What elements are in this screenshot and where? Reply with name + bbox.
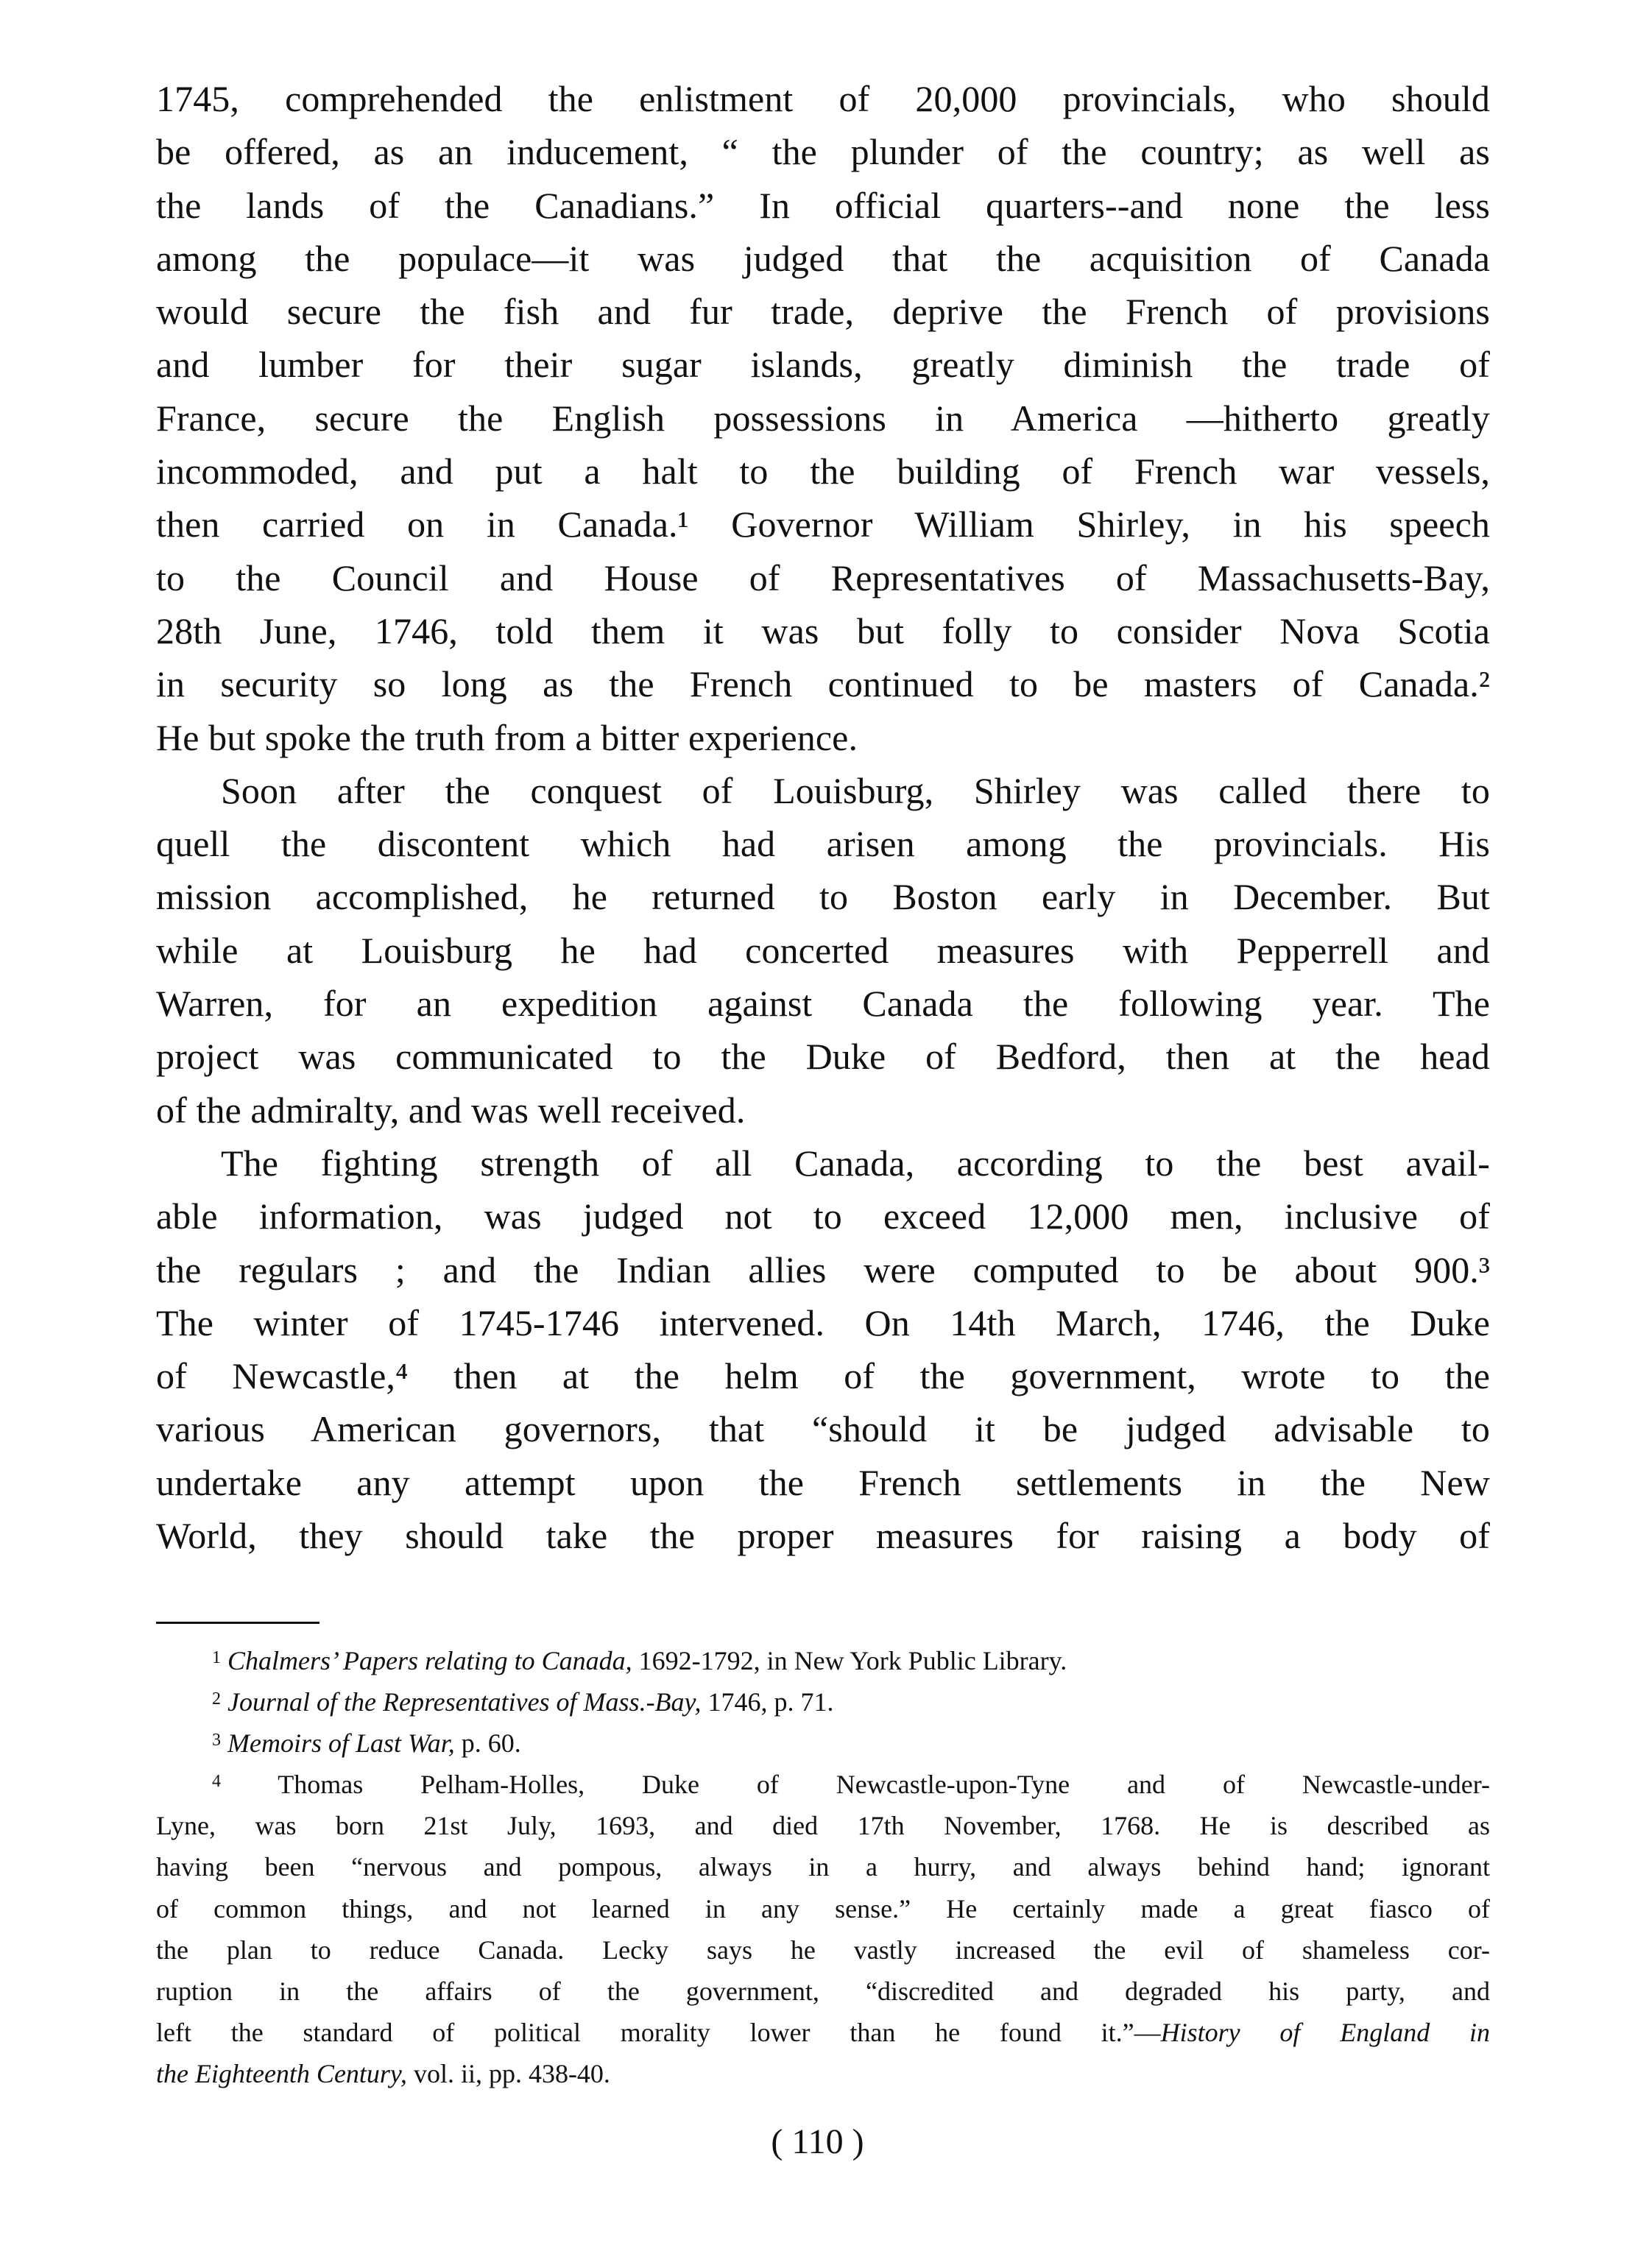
footnote-rule bbox=[156, 1622, 319, 1624]
body-line: 28th June, 1746, told them it was but folly to consider Nova Scotia bbox=[156, 610, 1490, 651]
footnote-line bbox=[156, 2053, 1490, 2094]
footnote-number: 1 bbox=[212, 1648, 221, 1667]
footnote-text: vol. ii, pp. 438-40. bbox=[406, 2058, 610, 2088]
footnote-number: 4 bbox=[212, 1772, 221, 1792]
footnote-line bbox=[156, 1640, 1490, 1681]
footnote-line bbox=[156, 1888, 1490, 1929]
footnote-text: left the standard of political morality lower than he found it.”— bbox=[156, 2017, 1161, 2047]
body-line: of Newcastle,⁴ then at the helm of the government, wrote to the bbox=[156, 1355, 1490, 1397]
body-line: Warren, for an expedition against Canada the following year. The bbox=[156, 983, 1490, 1025]
body-line: 1745, comprehended the enlistment of 20,000 provincials, who should bbox=[156, 78, 1490, 119]
body-line: He but spoke the truth from a bitter experience. bbox=[156, 716, 858, 758]
footnote-text: Lyne, was born 21st July, 1693, and died 17th November, 1768. He is described as bbox=[156, 1811, 1490, 1841]
footnote-text: the plan to reduce Canada. Lecky says he vastly increased the evil of shameless cor- bbox=[156, 1935, 1490, 1965]
body-line: then carried on in Canada.¹ Governor William Shirley, in his speech bbox=[156, 504, 1490, 545]
body-line: World, they should take the proper measures for raising a body of bbox=[156, 1515, 1490, 1557]
body-text bbox=[156, 72, 1490, 1562]
footnote-text: ruption in the affairs of the government, “discredited and degraded his party, and bbox=[156, 1976, 1490, 2006]
body-line: and lumber for their sugar islands, greatly diminish the trade of bbox=[156, 344, 1490, 386]
footnote-line bbox=[156, 1971, 1490, 2012]
body-line: project was communicated to the Duke of Bedford, then at the head bbox=[156, 1036, 1490, 1078]
footnote-text: p. 60. bbox=[454, 1728, 521, 1759]
body-line: The fighting strength of all Canada, according to the best avail- bbox=[221, 1142, 1490, 1184]
body-line: Soon after the conquest of Louisburg, Shirley was called there to bbox=[221, 769, 1490, 811]
body-line: of the admiralty, and was well received. bbox=[156, 1089, 746, 1131]
body-line: The winter of 1745-1746 intervened. On 14th March, 1746, the Duke bbox=[156, 1301, 1490, 1343]
body-line: among the populace—it was judged that the acquisition of Canada bbox=[156, 237, 1490, 279]
body-line: while at Louisburg he had concerted measures with Pepperrell and bbox=[156, 929, 1490, 971]
body-line: France, secure the English possessions in America —hitherto greatly bbox=[156, 397, 1490, 439]
footnote-line bbox=[156, 2012, 1490, 2053]
footnote-text: Thomas Pelham-Holles, Duke of Newcastle-upon-Tyne and of Newcastle-under- bbox=[278, 1770, 1490, 1800]
footnote-line bbox=[156, 1764, 1490, 1805]
body-line: would secure the fish and fur trade, deprive the French of provisions bbox=[156, 291, 1490, 333]
footnote-line bbox=[156, 1681, 1490, 1723]
body-line: quell the discontent which had arisen among the provincials. His bbox=[156, 823, 1490, 865]
footnote-line bbox=[156, 1805, 1490, 1846]
body-line: mission accomplished, he returned to Boston early in December. But bbox=[156, 876, 1490, 918]
body-line: various American governors, that “should it be judged advisable to bbox=[156, 1408, 1490, 1450]
body-line: be offered, as an inducement, “ the plunder of the country; as well as bbox=[156, 131, 1490, 173]
body-line: undertake any attempt upon the French settlements in the New bbox=[156, 1461, 1490, 1503]
footnote-text: 1692-1792, in New York Public Library. bbox=[632, 1646, 1067, 1675]
footnote-line bbox=[156, 1929, 1490, 1971]
body-line: the lands of the Canadians.” In official quarters--and none the less bbox=[156, 184, 1490, 226]
body-line: the regulars ; and the Indian allies were computed to be about 900.³ bbox=[156, 1248, 1490, 1290]
footnote-line bbox=[156, 1846, 1490, 1887]
footnotes bbox=[156, 1640, 1490, 2094]
footnote-text: having been “nervous and pompous, always in a hurry, and always behind hand; ignorant bbox=[156, 1852, 1490, 1882]
body-line: incommoded, and put a halt to the building of French war vessels, bbox=[156, 451, 1490, 492]
body-line: in security so long as the French continued to be masters of Canada.² bbox=[156, 663, 1490, 705]
footnote-text: 1746, p. 71. bbox=[701, 1687, 834, 1717]
footnote-text: of common things, and not learned in any sense.” He certainly made a great fiasco of bbox=[156, 1893, 1490, 1923]
footnote-italic-text: History of England in bbox=[1160, 2017, 1491, 2047]
page-number: ( 110 ) bbox=[771, 2122, 864, 2161]
footnote-italic-text: the Eighteenth Century, bbox=[156, 2058, 407, 2088]
footnote-line bbox=[156, 1723, 1490, 1764]
footnote-number: 3 bbox=[212, 1731, 221, 1751]
footnote-number: 2 bbox=[212, 1689, 221, 1709]
body-line: able information, was judged not to exceed 12,000 men, inclusive of bbox=[156, 1195, 1490, 1237]
footnote-italic-text: Memoirs of Last War, bbox=[227, 1728, 455, 1759]
footnote-italic-text: Journal of the Representatives of Mass.-Bay, bbox=[227, 1687, 702, 1717]
footnote-italic-text: Chalmers’ Papers relating to Canada, bbox=[227, 1646, 632, 1675]
body-line: to the Council and House of Representatives of Massachusetts-Bay, bbox=[156, 557, 1490, 598]
